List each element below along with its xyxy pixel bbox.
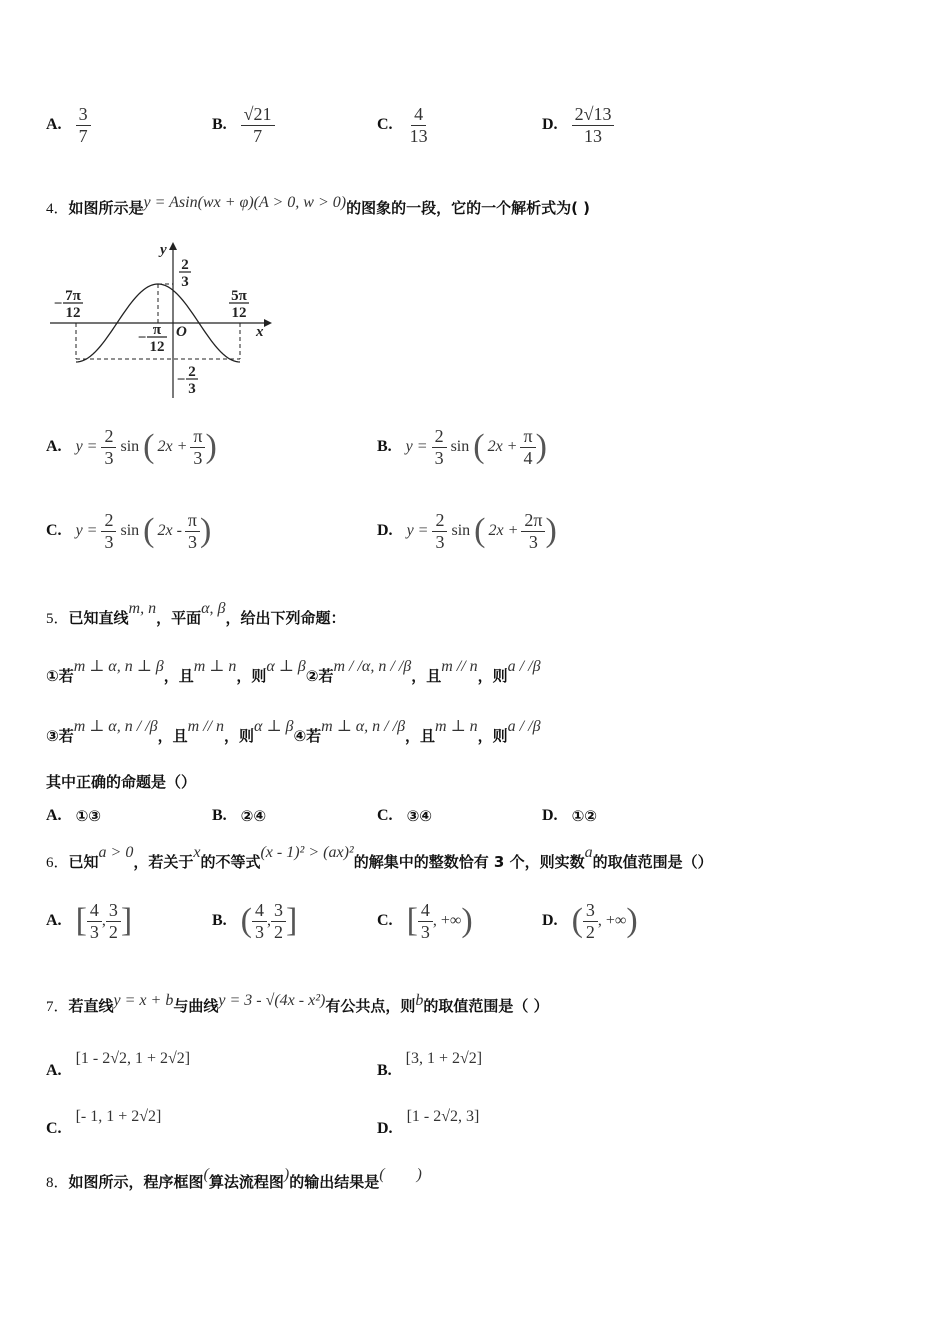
q6-stem: 6．已知a > 0，若关于x的不等式(x - 1)² > (ax)²的解集中的整数恰有 3 个，则实数a的取值范围是（） bbox=[46, 844, 713, 871]
origin-label: O bbox=[176, 324, 187, 340]
ymax-label bbox=[179, 257, 191, 290]
x-axis-arrow bbox=[264, 319, 272, 327]
q6-option-d: D. ( $\frac{3}{2}$ , +∞ ) bbox=[542, 900, 638, 942]
q7-stem: 7．若直线y = x + b与曲线y = 3 - √(4x - x²)有公共点，则b的取值范围是（ ） bbox=[46, 992, 549, 1015]
q4-formula: y = Asin(wx + φ)(A > 0, w > 0) bbox=[143, 194, 347, 211]
svg-text:12: 12 bbox=[231, 305, 247, 321]
q4-option-d: D. y = $\frac{2}{3}$ sin ( 2x + $\frac{2\pi}{3}$ ) bbox=[377, 510, 557, 552]
svg-text:2: 2 bbox=[188, 364, 196, 380]
svg-text:2: 2 bbox=[181, 257, 189, 273]
svg-text:12: 12 bbox=[149, 339, 165, 355]
fraction: $\frac{2√13}{13}$ bbox=[572, 104, 615, 146]
q7-option-c: C. [- 1, 1 + 2√2] bbox=[46, 1108, 162, 1137]
q5-question: 其中正确的命题是（） bbox=[46, 773, 197, 791]
q4-option-b: B. y = $\frac{2}{3}$ sin ( 2x + $\frac{\pi}{4}$ ) bbox=[377, 426, 547, 468]
x-right-label bbox=[229, 288, 249, 321]
q6-option-c: C. [ $\frac{4}{3}$ , +∞ ) bbox=[377, 900, 473, 942]
svg-text:−: − bbox=[53, 296, 63, 312]
q5-option-c: C. ③④ bbox=[377, 807, 432, 825]
svg-text:3: 3 bbox=[188, 381, 196, 397]
sine-graph bbox=[40, 238, 280, 403]
fraction: $\frac{4}{13}$ bbox=[409, 104, 428, 146]
svg-text:π: π bbox=[152, 322, 162, 338]
q4-stem: 4．如图所示是y = Asin(wx + φ)(A > 0, w > 0)的图象的一段，它的一个解析式为( ) bbox=[46, 194, 591, 217]
svg-text:5π: 5π bbox=[231, 288, 247, 304]
q7-option-d: D. [1 - 2√2, 3] bbox=[377, 1108, 480, 1137]
fraction: $\frac{√21}{7}$ bbox=[241, 104, 275, 146]
svg-text:3: 3 bbox=[181, 274, 189, 290]
q3-option-d bbox=[542, 104, 614, 146]
q5-option-b: B. ②④ bbox=[212, 807, 267, 825]
y-axis-arrow bbox=[169, 242, 177, 250]
x-axis-label: x bbox=[256, 324, 264, 340]
x-peak-label bbox=[138, 322, 167, 355]
option-label: A. bbox=[46, 116, 62, 134]
q6-option-b: B. ( $\frac{4}{3}$ , $\frac{3}{2}$ ] bbox=[212, 900, 298, 942]
q5-stem: 5．已知直线m, n，平面α, β，给出下列命题： bbox=[46, 600, 346, 627]
x-left-label bbox=[54, 288, 83, 321]
fraction: $\frac{3}{7}$ bbox=[76, 104, 91, 146]
q5-option-a: A. ①③ bbox=[46, 807, 101, 825]
q3-option-b bbox=[212, 104, 275, 146]
q3-option-a bbox=[46, 104, 91, 146]
q6-option-a: A. [ $\frac{4}{3}$ , $\frac{3}{2}$ ] bbox=[46, 900, 133, 942]
option-label: D. bbox=[542, 116, 558, 134]
q5-option-d: D. ①② bbox=[542, 807, 597, 825]
svg-text:−: − bbox=[137, 330, 147, 346]
q3-option-c bbox=[377, 104, 431, 146]
q5-propositions-line1: ①若m ⊥ α, n ⊥ β，且m ⊥ n，则α ⊥ β②若m / /α, n / /β，且m // n，则a / /β bbox=[46, 658, 541, 685]
ymin-label bbox=[177, 364, 198, 397]
svg-text:7π: 7π bbox=[65, 288, 81, 304]
q7-option-a: A. [1 - 2√2, 1 + 2√2] bbox=[46, 1050, 191, 1079]
y-axis-label: y bbox=[160, 242, 167, 258]
q4-option-c: C. y = $\frac{2}{3}$ sin ( 2x - $\frac{\pi}{3}$ ) bbox=[46, 510, 212, 552]
q8-stem: 8．如图所示，程序框图(算法流程图)的输出结果是( ) bbox=[46, 1166, 422, 1191]
q5-propositions-line2: ③若m ⊥ α, n / /β，且m // n，则α ⊥ β④若m ⊥ α, n / /β，且m ⊥ n，则a / /β bbox=[46, 718, 541, 745]
option-label: B. bbox=[212, 116, 227, 134]
svg-text:12: 12 bbox=[65, 305, 81, 321]
svg-text:−: − bbox=[176, 372, 186, 388]
q4-option-a: A. y = $\frac{2}{3}$ sin ( 2x + $\frac{\pi}{3}$ ) bbox=[46, 426, 217, 468]
q7-option-b: B. [3, 1 + 2√2] bbox=[377, 1050, 483, 1079]
option-label: C. bbox=[377, 116, 393, 134]
